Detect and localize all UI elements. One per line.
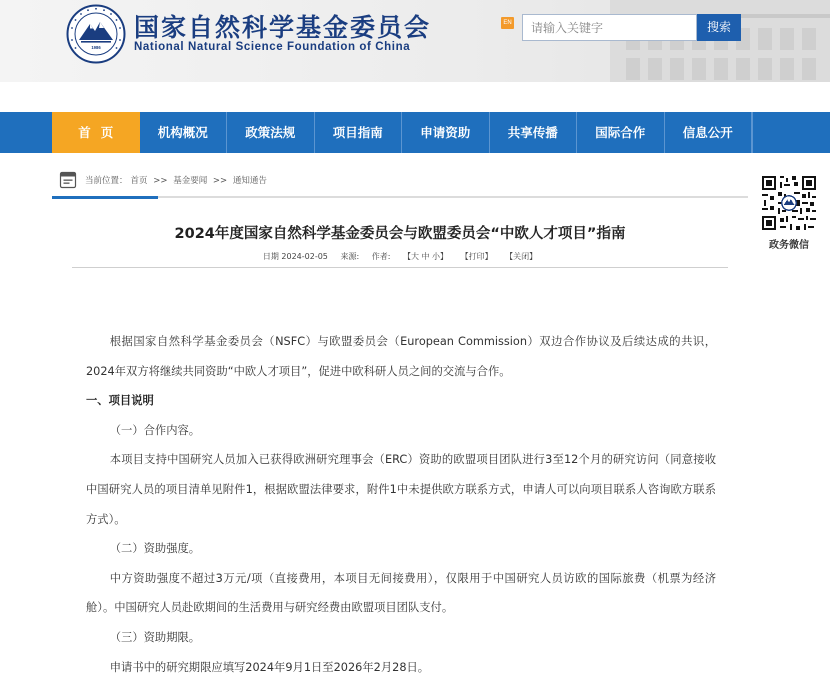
breadcrumb-notice-link[interactable]: 通知通告 xyxy=(232,176,267,186)
article-author: 作者: xyxy=(371,252,391,261)
article-meta xyxy=(72,251,728,262)
nav-item-home[interactable]: 首页 xyxy=(52,112,140,153)
qr-caption: 政务微信 xyxy=(769,240,809,251)
subsection-heading: （一）合作内容。 xyxy=(109,423,201,437)
breadcrumb xyxy=(52,170,748,196)
print-link[interactable]: 【打印】 xyxy=(460,252,493,261)
emblem-year: 1986 xyxy=(91,45,101,50)
breadcrumb-home-link[interactable]: 首页 xyxy=(130,176,148,186)
nav-item-project-guide[interactable]: 项目指南 xyxy=(315,112,403,153)
breadcrumb-accent-line xyxy=(52,196,158,199)
main-nav xyxy=(0,112,830,153)
subsection-heading: （三）资助期限。 xyxy=(109,630,201,644)
article-source: 来源: xyxy=(340,252,360,261)
section-heading: 一、项目说明 xyxy=(86,394,154,408)
nav-item-funding-application[interactable]: 申请资助 xyxy=(402,112,490,153)
breadcrumb-news-link[interactable]: 基金要闻 xyxy=(173,176,208,186)
nav-item-about[interactable]: 机构概况 xyxy=(140,112,228,153)
subsection-heading: （二）资助强度。 xyxy=(109,542,201,556)
breadcrumb-text xyxy=(85,174,270,186)
nsfc-logo-icon[interactable] xyxy=(66,4,126,64)
paragraph: 本项目支持中国研究人员加入已获得欧洲研究理事会（ERC）资助的欧盟项目团队进行3至12个月的研究访问（同意接收中国研究人员的项目清单见附件1，根据欧盟法律要求，附件1中未提供欧方联系方式，申请人可以向项目联系人咨询欧方联系方式）。 xyxy=(86,453,716,526)
article-date: 日期 2024-02-05 xyxy=(262,252,328,261)
article-title: 2024年度国家自然科学基金委员会与欧盟委员会“中欧人才项目”指南 xyxy=(174,226,626,242)
english-version-button[interactable]: EN xyxy=(501,17,514,29)
nav-item-policies[interactable]: 政策法规 xyxy=(227,112,315,153)
breadcrumb-separator: >> xyxy=(212,176,228,186)
paragraph: 根据国家自然科学基金委员会（NSFC）与欧盟委员会（European Commission）双边合作协议及后续达成的共识，2024年双方将继续共同资助“中欧人才项目”，促进中欧科研人员之间的交流与合作。 xyxy=(86,335,716,378)
font-size-control[interactable]: 【大 中 小】 xyxy=(402,252,449,261)
search-input[interactable] xyxy=(522,14,697,41)
breadcrumb-separator: >> xyxy=(153,176,168,186)
nav-item-sharing[interactable]: 共享传播 xyxy=(490,112,578,153)
site-subtitle: National Natural Science Foundation of China xyxy=(134,41,411,53)
paragraph: 申请书中的研究期限应填写2024年9月1日至2026年2月28日。 xyxy=(109,660,430,674)
building-banner-image xyxy=(530,0,830,82)
breadcrumb-label: 当前位置： xyxy=(85,176,128,186)
wechat-qr-code-icon[interactable] xyxy=(760,174,818,232)
article-body xyxy=(86,327,716,680)
nav-item-disclosure[interactable]: 信息公开 xyxy=(665,112,753,153)
meta-divider xyxy=(72,267,728,268)
site-header xyxy=(0,0,830,82)
nav-filler xyxy=(752,112,830,153)
search-button[interactable]: 搜索 xyxy=(697,14,741,41)
site-title: 国家自然科学基金委员会 xyxy=(134,13,432,42)
close-link[interactable]: 【关闭】 xyxy=(505,252,538,261)
paragraph: 中方资助强度不超过3万元/项（直接费用，本项目无间接费用），仅限用于中国研究人员访欧的国际旅费（机票为经济舱）。中国研究人员赴欧期间的生活费用与研究经费由欧盟项目团队支付。 xyxy=(86,571,716,615)
nav-item-international[interactable]: 国际合作 xyxy=(577,112,665,153)
location-page-icon xyxy=(59,171,77,189)
